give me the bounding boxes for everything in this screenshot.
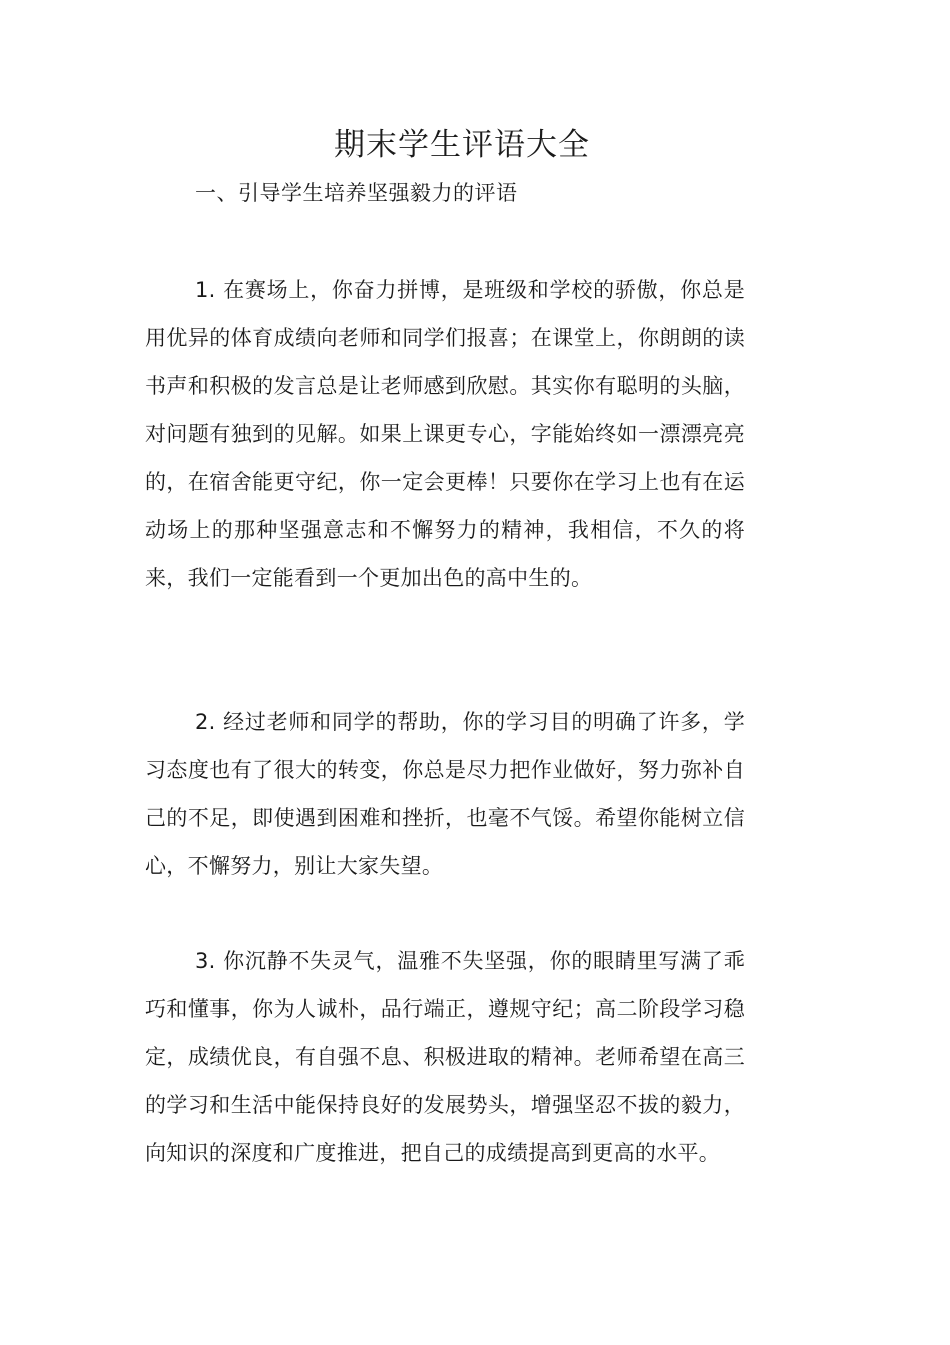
paragraph-2: 2. 经过老师和同学的帮助，你的学习目的明确了许多，学习态度也有了很大的转变，你总是尽力把作业做好，努力弥补自己的不足，即使遇到困难和挫折，也毫不气馁。希望你能树立信心，不懈努力，别让大家失望。 [145, 710, 745, 878]
page-title: 期末学生评语大全 [334, 127, 590, 163]
section-heading: 一、引导学生培养坚强毅力的评语 [195, 181, 518, 205]
paragraph-3: 3. 你沉静不失灵气，温雅不失坚强，你的眼睛里写满了乖巧和懂事，你为人诚朴，品行端正，遵规守纪；高二阶段学习稳定，成绩优良，有自强不息、积极进取的精神。老师希望在高三的学习和生活中能保持良好的发展势头，增强坚忍不拔的毅力，向知识的深度和广度推进，把自己的成绩提高到更高的水平。 [145, 949, 745, 1165]
paragraph-1: 1. 在赛场上，你奋力拼博，是班级和学校的骄傲，你总是用优异的体育成绩向老师和同学们报喜；在课堂上，你朗朗的读书声和积极的发言总是让老师感到欣慰。其实你有聪明的头脑，对问题有独到的见解。如果上课更专心，字能始终如一漂漂亮亮的，在宿舍能更守纪，你一定会更棒！只要你在学习上也有在运动场上的那种坚强意志和不懈努力的精神，我相信，不久的将来，我们一定能看到一个更加出色的高中生的。 [145, 278, 745, 590]
